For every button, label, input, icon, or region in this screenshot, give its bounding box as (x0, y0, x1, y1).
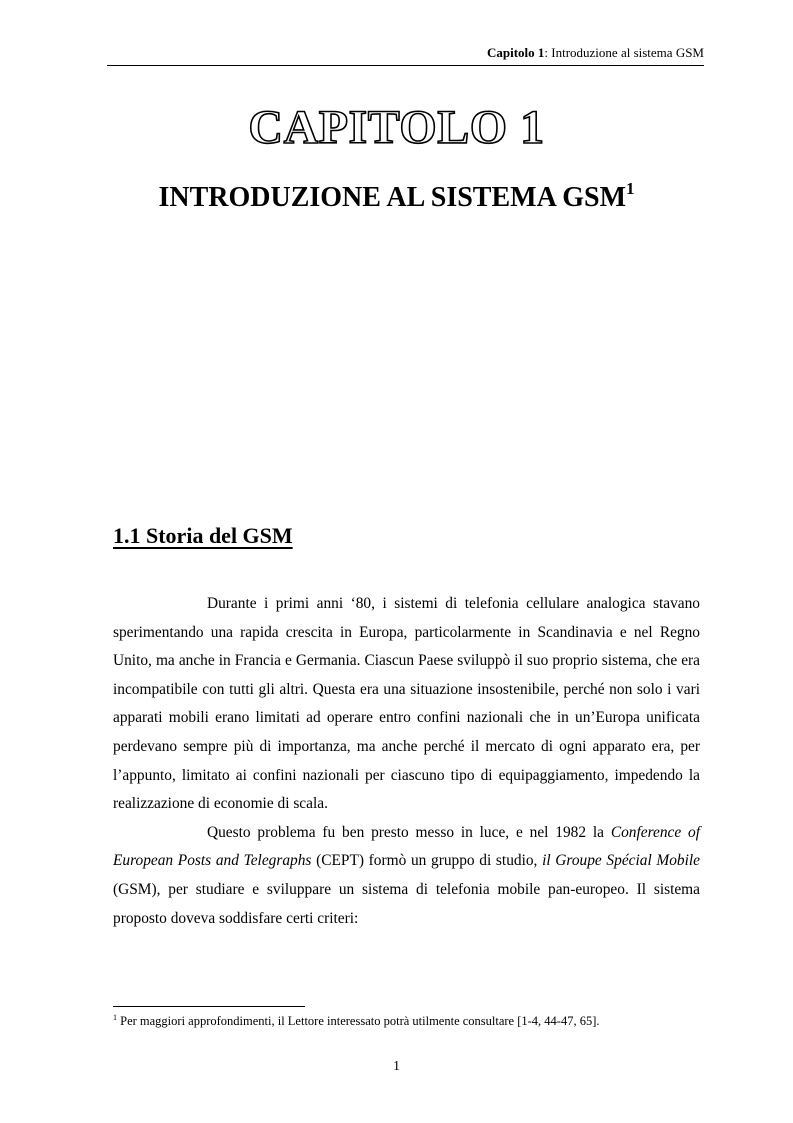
page-number: 1 (393, 1059, 400, 1074)
running-header-separator: : (544, 45, 552, 60)
running-header (107, 45, 704, 61)
running-header-chapter: Capitolo 1 (486, 45, 545, 60)
paragraph-2-part-3: (GSM), per studiare e sviluppare un sistema di telefonia mobile pan-europeo. Il sistema proposto doveva soddisfare certi criteri: (113, 880, 700, 927)
footnote-marker: 1 (113, 1013, 117, 1022)
paragraph-2-part-1: Questo problema fu ben presto messo in luce, e nel 1982 la (207, 823, 611, 841)
paragraph-2-part-2: (CEPT) formò un gruppo di studio, (311, 852, 543, 870)
body-text (113, 590, 700, 933)
section-heading: 1.1 Storia del GSM (113, 523, 293, 548)
paragraph-2 (113, 819, 700, 933)
paragraph-1: Durante i primi anni ‘80, i sistemi di telefonia cellulare analogica stavano sperimentando una rapida crescita in Europa, particolarmente in Scandinavia e nel Regno Unito, ma anche in Francia e Germania. Ciascun Paese sviluppò il suo proprio sistema, che era incompatibile con tutti gli altri. Questa era una situazione insostenibile, perché non solo i vari apparati mobili erano limitati ad operare entro confini nazionali che in un’Europa unificata perdevano sempre più di importanza, ma anche perché il mercato di ogni apparato era, per l’appunto, limitato ai confini nazionali per ciascuno tipo di equipaggiamento, impedendo la realizzazione di economie di scala. (113, 595, 700, 813)
header-rule (107, 65, 704, 66)
gsm-group-name: il Groupe Spécial Mobile (542, 852, 700, 870)
chapter-title (0, 180, 793, 216)
cept-name: Conference of European Posts and Telegraphs (113, 823, 700, 870)
footnote-text: Per maggiori approfondimenti, il Lettore interessato potrà utilmente consultare [1-4, 44-47, 65]. (117, 1014, 600, 1028)
chapter-title-text: INTRODUZIONE AL SISTEMA GSM (158, 182, 627, 213)
footnote-rule (113, 1006, 305, 1007)
footnote (113, 1013, 600, 1029)
footnote-reference[interactable]: 1 (626, 179, 635, 198)
chapter-number: CAPITOLO 1 (248, 101, 545, 154)
running-header-title: Introduzione al sistema GSM (551, 45, 704, 60)
